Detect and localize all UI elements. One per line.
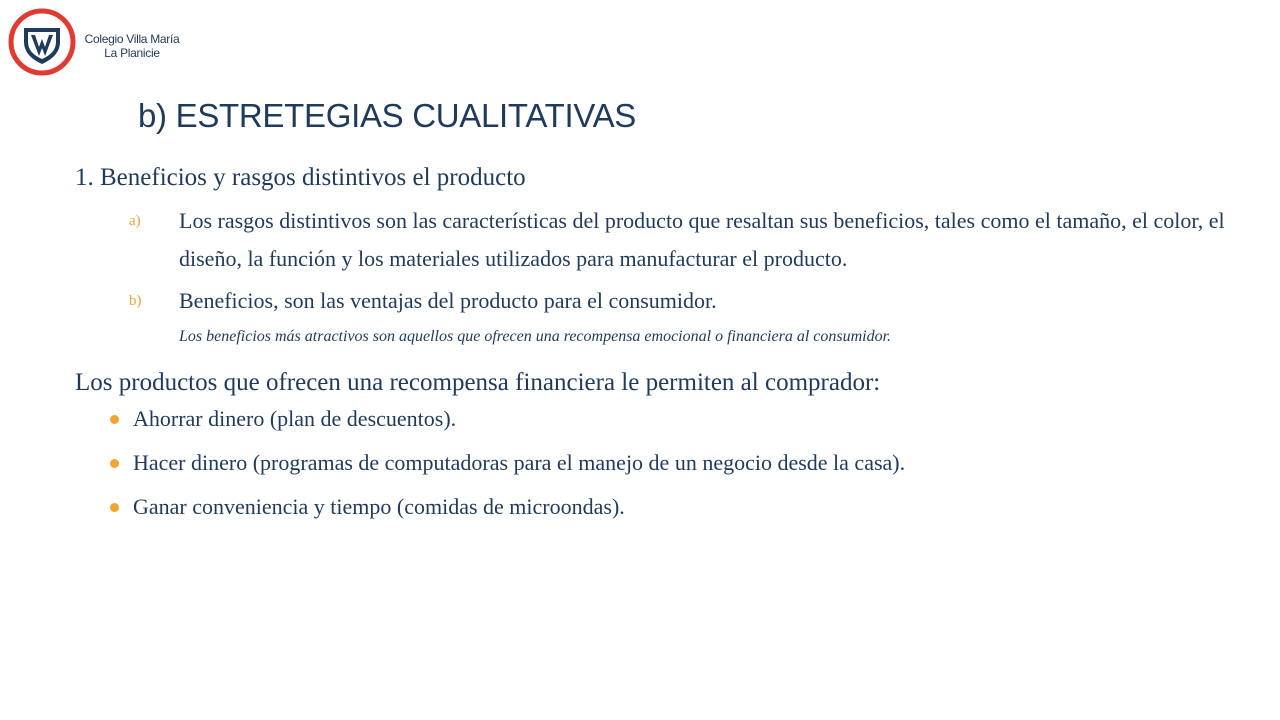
bullet-text: Ahorrar dinero (plan de descuentos). (133, 406, 457, 431)
slide-content (75, 160, 1225, 536)
bullet-icon (110, 459, 119, 468)
school-name (80, 32, 184, 60)
list-item (75, 202, 1225, 278)
section1-heading: 1. Beneficios y rasgos distintivos el producto (75, 164, 526, 191)
bullet-icon (110, 415, 119, 424)
list-item (75, 282, 1225, 320)
list-marker: b) (129, 293, 142, 309)
slide-title: b) ESTRETEGIAS CUALITATIVAS (138, 97, 637, 134)
list-item (75, 404, 1225, 434)
list-marker: a) (129, 213, 141, 229)
list-item (75, 492, 1225, 522)
bullet-text: Hacer dinero (programas de computadoras para el manejo de un negocio desde la casa). (133, 450, 906, 475)
bullet-text: Ganar conveniencia y tiempo (comidas de microondas). (133, 494, 625, 519)
school-name-line1: Colegio Villa María (84, 32, 180, 46)
list-item (75, 448, 1225, 478)
benefits-note: Los beneficios más atractivos son aquellos que ofrecen una recompensa emocional o financiera al consumidor. (179, 328, 892, 345)
list-item-text: Beneficios, son las ventajas del producto para el consumidor. (179, 288, 717, 313)
list-item-text: Los rasgos distintivos son las características del producto que resaltan sus beneficios, tales como el tamaño, el color, el diseño, la función y los materiales utilizados para manufacturar el producto. (179, 208, 1225, 271)
bullet-icon (110, 503, 119, 512)
section1-list (75, 202, 1225, 320)
section2-bullets (75, 404, 1225, 522)
school-logo-icon (8, 8, 76, 76)
school-name-line2: La Planicie (104, 46, 160, 60)
section2-heading: Los productos que ofrecen una recompensa financiera le permiten al comprador: (75, 369, 881, 396)
